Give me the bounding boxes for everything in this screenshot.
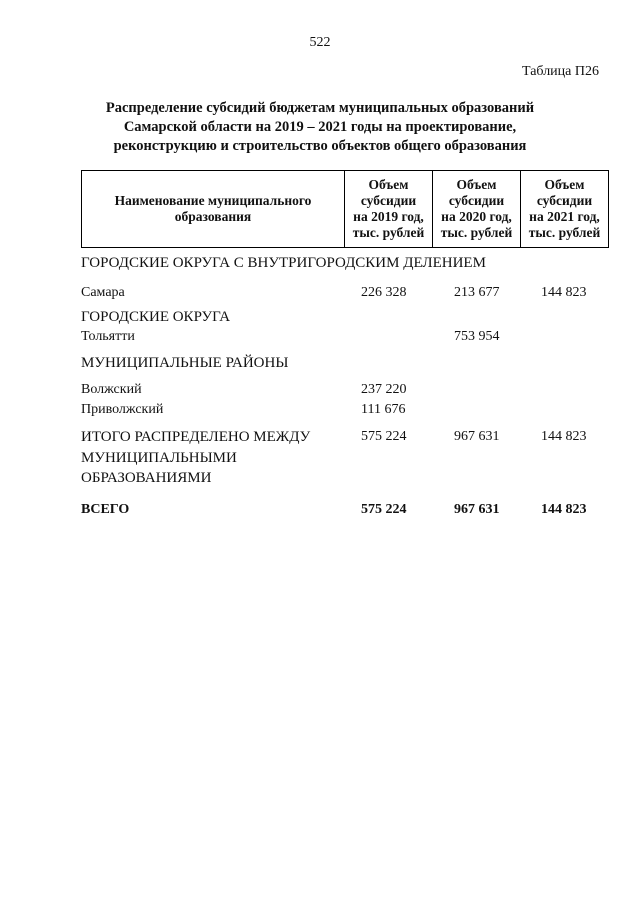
header-name-column	[82, 171, 345, 248]
section-heading: МУНИЦИПАЛЬНЫЕ РАЙОНЫ	[81, 355, 289, 371]
row-name: Тольятти	[81, 329, 135, 344]
document-title	[0, 99, 640, 156]
cell-2019: 111 676	[361, 402, 406, 417]
header-text: Объем	[368, 177, 409, 192]
total-2021: 144 823	[541, 502, 587, 517]
header-text: Объем	[456, 177, 497, 192]
header-text: Объем	[544, 177, 585, 192]
cell-2020: 213 677	[454, 285, 500, 300]
subtotal-label: МУНИЦИПАЛЬНЫМИ	[81, 450, 237, 466]
cell-2019: 575 224	[361, 429, 407, 444]
header-2020-column	[433, 171, 521, 248]
cell-2020: 753 954	[454, 329, 500, 344]
subtotal-label: ОБРАЗОВАНИЯМИ	[81, 470, 212, 486]
table-label: Таблица П26	[522, 64, 599, 79]
total-2019: 575 224	[361, 502, 407, 517]
header-2021-column	[521, 171, 609, 248]
title-line: Самарской области на 2019 – 2021 годы на проектирование,	[123, 119, 517, 135]
header-text: субсидии	[360, 193, 417, 208]
cell-2019: 237 220	[361, 382, 407, 397]
header-text: субсидии	[448, 193, 505, 208]
subtotal-label: ИТОГО РАСПРЕДЕЛЕНО МЕЖДУ	[81, 429, 311, 445]
row-name: Приволжский	[81, 402, 164, 417]
header-text: Наименование муниципального	[114, 193, 312, 208]
header-text: образования	[174, 209, 252, 224]
header-text: тыс. рублей	[352, 225, 425, 240]
header-text: тыс. рублей	[528, 225, 601, 240]
section-heading: ГОРОДСКИЕ ОКРУГА	[81, 309, 231, 325]
header-text: субсидии	[536, 193, 593, 208]
row-name: Волжский	[81, 382, 142, 397]
title-line: Распределение субсидий бюджетам муниципальных образований	[105, 100, 535, 116]
cell-2020: 967 631	[454, 429, 500, 444]
row-name: Самара	[81, 285, 125, 300]
cell-2021: 144 823	[541, 285, 587, 300]
header-text: на 2019 год,	[353, 209, 424, 224]
header-text: на 2021 год,	[529, 209, 600, 224]
cell-2019: 226 328	[361, 285, 407, 300]
total-label: ВСЕГО	[81, 502, 130, 517]
page-number: 522	[309, 35, 331, 50]
header-text: тыс. рублей	[440, 225, 513, 240]
total-2020: 967 631	[454, 502, 500, 517]
table-header	[81, 170, 609, 248]
header-2019-column	[345, 171, 433, 248]
header-text: на 2020 год,	[441, 209, 512, 224]
section-heading: ГОРОДСКИЕ ОКРУГА С ВНУТРИГОРОДСКИМ ДЕЛЕНИЕМ	[81, 255, 486, 271]
cell-2021: 144 823	[541, 429, 587, 444]
title-line: реконструкцию и строительство объектов общего образования	[113, 138, 527, 154]
